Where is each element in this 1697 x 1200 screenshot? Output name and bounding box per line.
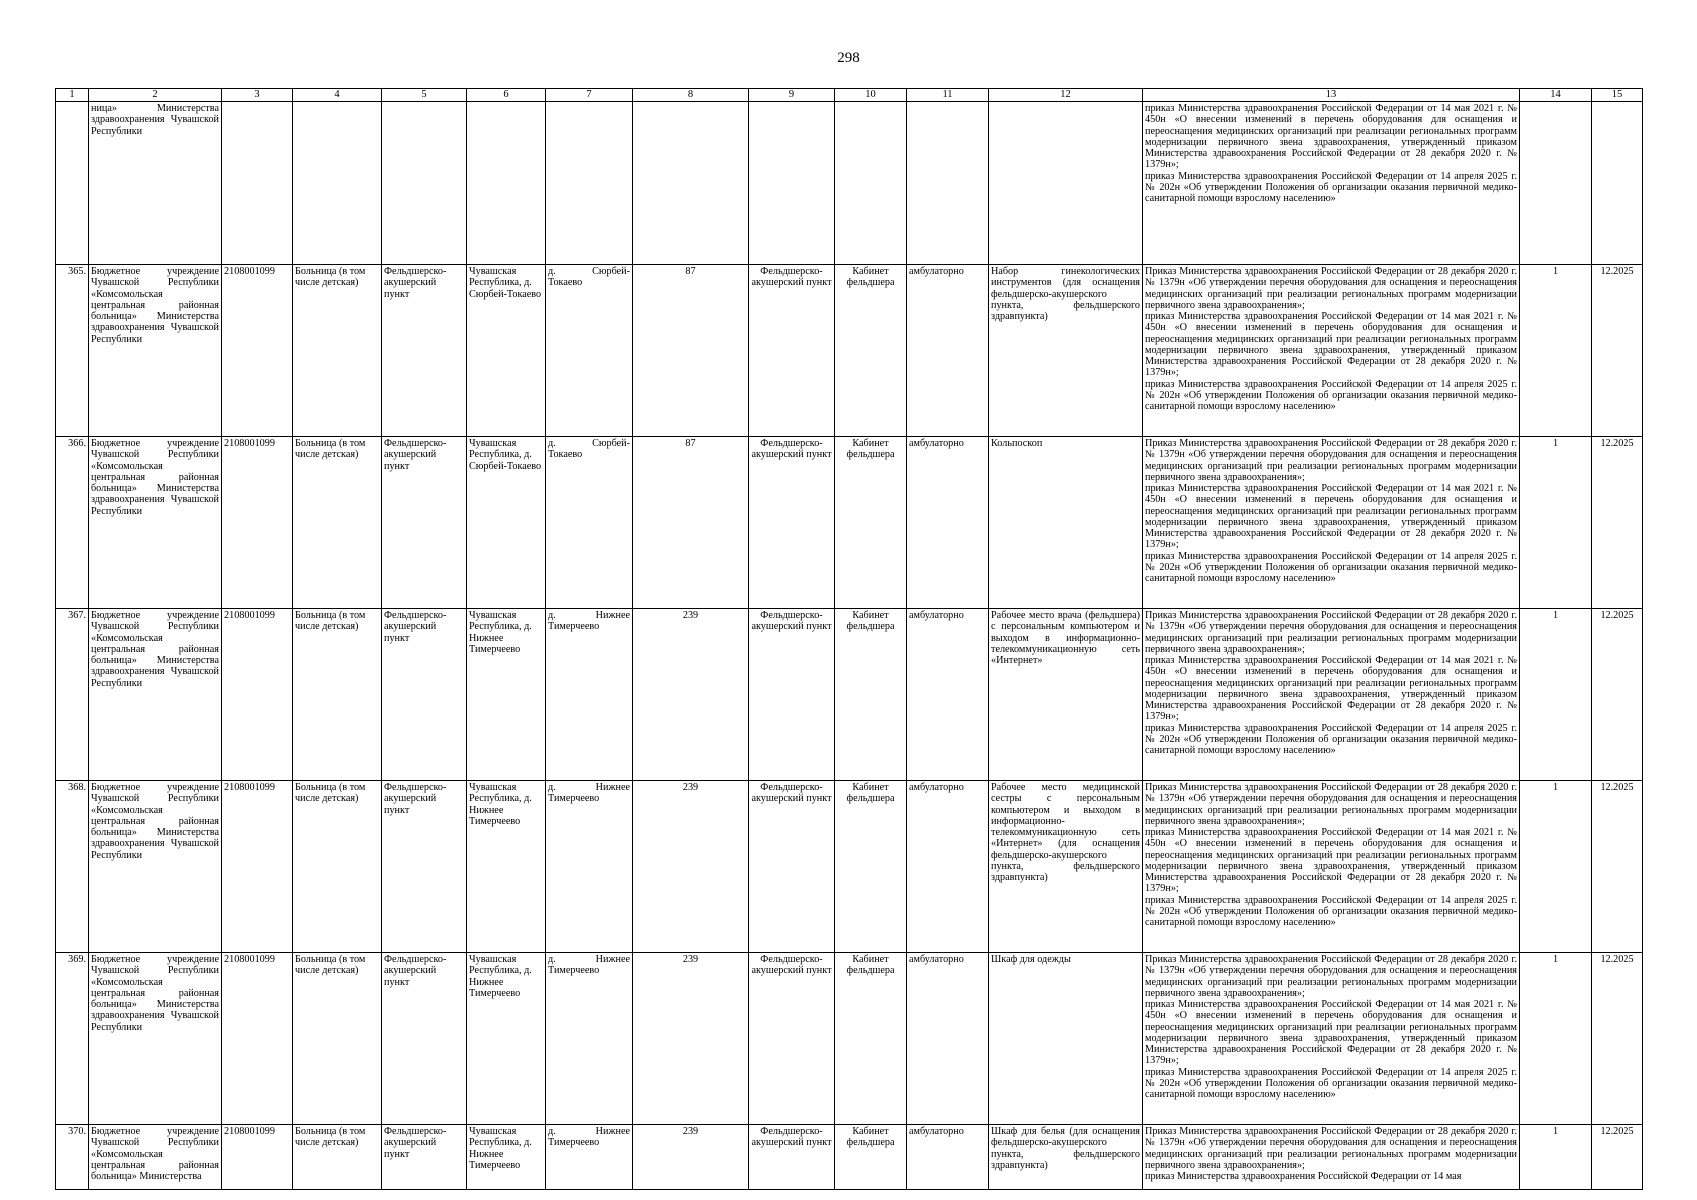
cell-population: 87 xyxy=(633,437,749,609)
cell-inn: 2108001099 xyxy=(222,1125,293,1190)
cell-num xyxy=(56,102,89,265)
cell-department: Фельдшерско-акушерский пункт xyxy=(749,781,835,953)
table-row xyxy=(56,437,1643,609)
table-body xyxy=(56,89,1643,1190)
cell-address: Чувашская Республика, д. Нижнее Тимерчеево xyxy=(467,781,546,953)
table-row xyxy=(56,1125,1643,1190)
cell-basis: Приказ Министерства здравоохранения Российской Федерации от 28 декабря 2020 г. № 1379н «Об утверждении перечня оборудования для оснащения и переоснащения медицинских организаций при реализации региональных программ модернизации первичного звена здравоохранения»; приказ Министерства здравоохранения Российской Федерации от 14 мая 2021 г. № 450н «О внесении изменений в перечень оборудования для оснащения и переоснащения медицинских организаций при реализации региональных программ модернизации первичного звена здравоохранения, утвержденный приказом Министерства здравоохранения Российской Федерации от 28 декабря 2020 г. № 1379н»; приказ Министерства здравоохранения Российской Федерации от 14 апреля 2025 г. № 202н «Об утверждении Положения об организации оказания первичной медико-санитарной помощи взрослому населению» xyxy=(1143,953,1520,1125)
cell-num: 367. xyxy=(56,609,89,781)
equipment-table xyxy=(55,88,1643,1190)
column-number-8: 8 xyxy=(633,89,749,102)
cell-equipment: Кольпоскоп xyxy=(989,437,1143,609)
table-row-continued xyxy=(56,102,1643,265)
cell-basis: Приказ Министерства здравоохранения Российской Федерации от 28 декабря 2020 г. № 1379н «Об утверждении перечня оборудования для оснащения и переоснащения медицинских организаций при реализации региональных программ модернизации первичного звена здравоохранения»; приказ Министерства здравоохранения Российской Федерации от 14 мая 2021 г. № 450н «О внесении изменений в перечень оборудования для оснащения и переоснащения медицинских организаций при реализации региональных программ модернизации первичного звена здравоохранения, утвержденный приказом Министерства здравоохранения Российской Федерации от 28 декабря 2020 г. № 1379н»; приказ Министерства здравоохранения Российской Федерации от 14 апреля 2025 г. № 202н «Об утверждении Положения об организации оказания первичной медико-санитарной помощи взрослому населению» xyxy=(1143,437,1520,609)
table-row xyxy=(56,781,1643,953)
cell-num: 366. xyxy=(56,437,89,609)
cell-department: Фельдшерско-акушерский пункт xyxy=(749,265,835,437)
cell-department: Фельдшерско-акушерский пункт xyxy=(749,1125,835,1190)
cell-quantity: 1 xyxy=(1520,953,1592,1125)
cell-unit: Фельдшерско-акушерский пункт xyxy=(382,609,467,781)
cell-unit: Фельдшерско-акушерский пункт xyxy=(382,781,467,953)
cell-basis: Приказ Министерства здравоохранения Российской Федерации от 28 декабря 2020 г. № 1379н «Об утверждении перечня оборудования для оснащения и переоснащения медицинских организаций при реализации региональных программ модернизации первичного звена здравоохранения»; приказ Министерства здравоохранения Российской Федерации от 14 мая 2021 г. № 450н «О внесении изменений в перечень оборудования для оснащения и переоснащения медицинских организаций при реализации региональных программ модернизации первичного звена здравоохранения, утвержденный приказом Министерства здравоохранения Российской Федерации от 28 декабря 2020 г. № 1379н»; приказ Министерства здравоохранения Российской Федерации от 14 апреля 2025 г. № 202н «Об утверждении Положения об организации оказания первичной медико-санитарной помощи взрослому населению» xyxy=(1143,609,1520,781)
cell-inn: 2108001099 xyxy=(222,953,293,1125)
cell-unit: Фельдшерско-акушерский пункт xyxy=(382,1125,467,1190)
cell-population: 87 xyxy=(633,265,749,437)
cell-inn: 2108001099 xyxy=(222,265,293,437)
cell-date: 12.2025 xyxy=(1592,609,1643,781)
cell-num: 365. xyxy=(56,265,89,437)
cell-population: 239 xyxy=(633,609,749,781)
cell-date: 12.2025 xyxy=(1592,781,1643,953)
cell-address: Чувашская Республика, д. Сюрбей-Токаево xyxy=(467,265,546,437)
cell-organization: Бюджетное учреждение Чувашской Республики «Комсомольская центральная районная больница» Министерства xyxy=(89,1125,222,1190)
cell-settlement: д. Нижнее Тимерчеево xyxy=(546,609,633,781)
cell-quantity: 1 xyxy=(1520,437,1592,609)
cell-mode: амбулаторно xyxy=(907,437,989,609)
cell-facility-type: Больница (в том числе детская) xyxy=(293,1125,382,1190)
cell-population: 239 xyxy=(633,781,749,953)
cell-room: Кабинет фельдшера xyxy=(835,953,907,1125)
cell-settlement: д. Сюрбей-Токаево xyxy=(546,265,633,437)
cell-department: Фельдшерско-акушерский пункт xyxy=(749,437,835,609)
column-number-13: 13 xyxy=(1143,89,1520,102)
cell-facility-type: Больница (в том числе детская) xyxy=(293,265,382,437)
cell-room: Кабинет фельдшера xyxy=(835,265,907,437)
cell-equipment: Набор гинекологических инструментов (для оснащения фельдшерско-акушерского пункта, фельдшерского здравпункта) xyxy=(989,265,1143,437)
cell-address: Чувашская Республика, д. Нижнее Тимерчеево xyxy=(467,953,546,1125)
cell-facility-type: Больница (в том числе детская) xyxy=(293,953,382,1125)
cell-date: 12.2025 xyxy=(1592,437,1643,609)
cell-facility-type: Больница (в том числе детская) xyxy=(293,781,382,953)
cell-settlement: д. Нижнее Тимерчеево xyxy=(546,1125,633,1190)
cell-settlement: д. Нижнее Тимерчеево xyxy=(546,953,633,1125)
cell-organization: Бюджетное учреждение Чувашской Республики «Комсомольская центральная районная больница» Министерства здравоохранения Чувашской Республики xyxy=(89,781,222,953)
cell-organization: Бюджетное учреждение Чувашской Республики «Комсомольская центральная районная больница» Министерства здравоохранения Чувашской Республики xyxy=(89,609,222,781)
cell-mode: амбулаторно xyxy=(907,265,989,437)
column-number-9: 9 xyxy=(749,89,835,102)
table-row xyxy=(56,953,1643,1125)
cell-num: 370. xyxy=(56,1125,89,1190)
column-number-14: 14 xyxy=(1520,89,1592,102)
cell-date: 12.2025 xyxy=(1592,953,1643,1125)
column-number-11: 11 xyxy=(907,89,989,102)
cell-quantity: 1 xyxy=(1520,609,1592,781)
cell-facility-type: Больница (в том числе детская) xyxy=(293,437,382,609)
cell-unit: Фельдшерско-акушерский пункт xyxy=(382,953,467,1125)
cell-quantity: 1 xyxy=(1520,265,1592,437)
page-number: 298 xyxy=(837,50,860,66)
cell-basis: Приказ Министерства здравоохранения Российской Федерации от 28 декабря 2020 г. № 1379н «Об утверждении перечня оборудования для оснащения и переоснащения медицинских организаций при реализации региональных программ модернизации первичного звена здравоохранения»; приказ Министерства здравоохранения Российской Федерации от 14 мая xyxy=(1143,1125,1520,1190)
column-number-3: 3 xyxy=(222,89,293,102)
cell-organization: Бюджетное учреждение Чувашской Республики «Комсомольская центральная районная больница» Министерства здравоохранения Чувашской Республики xyxy=(89,437,222,609)
cell-population: 239 xyxy=(633,953,749,1125)
cell-facility-type: Больница (в том числе детская) xyxy=(293,609,382,781)
column-number-10: 10 xyxy=(835,89,907,102)
cell-address: Чувашская Республика, д. Нижнее Тимерчеево xyxy=(467,609,546,781)
cell-equipment: Шкаф для белья (для оснащения фельдшерско-акушерского пункта, фельдшерского здравпункта) xyxy=(989,1125,1143,1190)
cell-mode: амбулаторно xyxy=(907,1125,989,1190)
cell-address: Чувашская Республика, д. Сюрбей-Токаево xyxy=(467,437,546,609)
cell-basis: Приказ Министерства здравоохранения Российской Федерации от 28 декабря 2020 г. № 1379н «Об утверждении перечня оборудования для оснащения и переоснащения медицинских организаций при реализации региональных программ модернизации первичного звена здравоохранения»; приказ Министерства здравоохранения Российской Федерации от 14 мая 2021 г. № 450н «О внесении изменений в перечень оборудования для оснащения и переоснащения медицинских организаций при реализации региональных программ модернизации первичного звена здравоохранения, утвержденный приказом Министерства здравоохранения Российской Федерации от 28 декабря 2020 г. № 1379н»; приказ Министерства здравоохранения Российской Федерации от 14 апреля 2025 г. № 202н «Об утверждении Положения об организации оказания первичной медико-санитарной помощи взрослому населению» xyxy=(1143,781,1520,953)
column-number-row xyxy=(56,89,1643,102)
cell-department: Фельдшерско-акушерский пункт xyxy=(749,953,835,1125)
cell-room: Кабинет фельдшера xyxy=(835,609,907,781)
cell-organization: Бюджетное учреждение Чувашской Республики «Комсомольская центральная районная больница» Министерства здравоохранения Чувашской Республики xyxy=(89,953,222,1125)
cell-inn: 2108001099 xyxy=(222,437,293,609)
column-number-5: 5 xyxy=(382,89,467,102)
cell-organization: ница» Министерства здравоохранения Чувашской Республики xyxy=(89,102,222,265)
cell-equipment: Рабочее место медицинской сестры с персональным компьютером и выходом в информационно-телекоммуникационную сеть «Интернет» (для оснащения фельдшерско-акушерского пункта, фельдшерского здравпункта) xyxy=(989,781,1143,953)
cell-mode: амбулаторно xyxy=(907,953,989,1125)
column-number-7: 7 xyxy=(546,89,633,102)
table-row xyxy=(56,609,1643,781)
column-number-4: 4 xyxy=(293,89,382,102)
column-number-15: 15 xyxy=(1592,89,1643,102)
cell-equipment: Рабочее место врача (фельдшера) с персональным компьютером и выходом в информационно-телекоммуникационную сеть «Интернет» xyxy=(989,609,1143,781)
cell-date: 12.2025 xyxy=(1592,265,1643,437)
cell-mode: амбулаторно xyxy=(907,781,989,953)
cell-room: Кабинет фельдшера xyxy=(835,781,907,953)
cell-quantity: 1 xyxy=(1520,781,1592,953)
cell-mode: амбулаторно xyxy=(907,609,989,781)
cell-inn: 2108001099 xyxy=(222,781,293,953)
cell-basis: приказ Министерства здравоохранения Российской Федерации от 14 мая 2021 г. № 450н «О внесении изменений в перечень оборудования для оснащения и переоснащения медицинских организаций при реализации региональных программ модернизации первичного звена здравоохранения, утвержденный приказом Министерства здравоохранения Российской Федерации от 28 декабря 2020 г. № 1379н»; приказ Министерства здравоохранения Российской Федерации от 14 апреля 2025 г. № 202н «Об утверждении Положения об организации оказания первичной медико-санитарной помощи взрослому населению» xyxy=(1143,102,1520,265)
cell-room: Кабинет фельдшера xyxy=(835,1125,907,1190)
cell-inn: 2108001099 xyxy=(222,609,293,781)
cell-equipment: Шкаф для одежды xyxy=(989,953,1143,1125)
cell-date: 12.2025 xyxy=(1592,1125,1643,1190)
cell-department: Фельдшерско-акушерский пункт xyxy=(749,609,835,781)
cell-population: 239 xyxy=(633,1125,749,1190)
cell-unit: Фельдшерско-акушерский пункт xyxy=(382,437,467,609)
column-number-2: 2 xyxy=(89,89,222,102)
cell-basis: Приказ Министерства здравоохранения Российской Федерации от 28 декабря 2020 г. № 1379н «Об утверждении перечня оборудования для оснащения и переоснащения медицинских организаций при реализации региональных программ модернизации первичного звена здравоохранения»; приказ Министерства здравоохранения Российской Федерации от 14 мая 2021 г. № 450н «О внесении изменений в перечень оборудования для оснащения и переоснащения медицинских организаций при реализации региональных программ модернизации первичного звена здравоохранения, утвержденный приказом Министерства здравоохранения Российской Федерации от 28 декабря 2020 г. № 1379н»; приказ Министерства здравоохранения Российской Федерации от 14 апреля 2025 г. № 202н «Об утверждении Положения об организации оказания первичной медико-санитарной помощи взрослому населению» xyxy=(1143,265,1520,437)
column-number-12: 12 xyxy=(989,89,1143,102)
cell-settlement: д. Сюрбей-Токаево xyxy=(546,437,633,609)
cell-quantity: 1 xyxy=(1520,1125,1592,1190)
cell-unit: Фельдшерско-акушерский пункт xyxy=(382,265,467,437)
cell-organization: Бюджетное учреждение Чувашской Республики «Комсомольская центральная районная больница» Министерства здравоохранения Чувашской Республики xyxy=(89,265,222,437)
cell-num: 369. xyxy=(56,953,89,1125)
cell-address: Чувашская Республика, д. Нижнее Тимерчеево xyxy=(467,1125,546,1190)
column-number-6: 6 xyxy=(467,89,546,102)
cell-num: 368. xyxy=(56,781,89,953)
cell-room: Кабинет фельдшера xyxy=(835,437,907,609)
table-row xyxy=(56,265,1643,437)
cell-settlement: д. Нижнее Тимерчеево xyxy=(546,781,633,953)
column-number-1: 1 xyxy=(56,89,89,102)
